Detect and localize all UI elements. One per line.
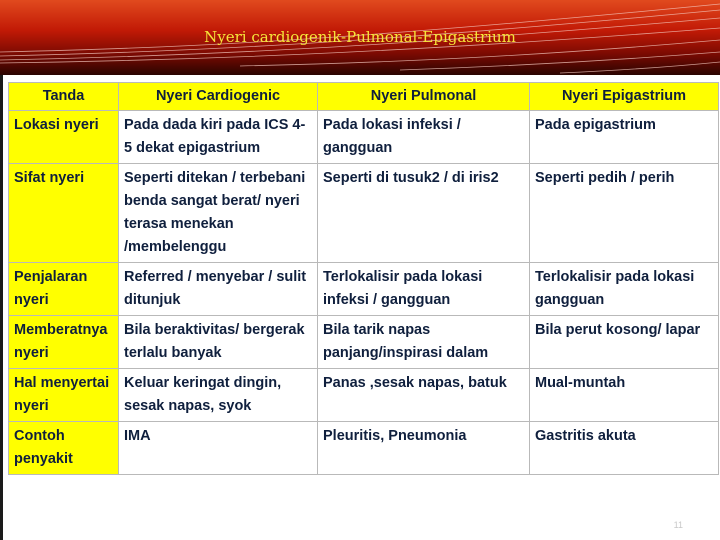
pain-comparison-table <box>8 82 719 475</box>
column-header-epigastrium: Nyeri Epigastrium <box>530 83 719 111</box>
row-label: Contoh penyakit <box>9 422 119 475</box>
column-header-pulmonal: Nyeri Pulmonal <box>318 83 530 111</box>
table-cell: Mual-muntah <box>530 369 719 422</box>
table-row <box>9 111 719 164</box>
table-row <box>9 316 719 369</box>
table-cell: Pada lokasi infeksi / gangguan <box>318 111 530 164</box>
table-cell: Bila perut kosong/ lapar <box>530 316 719 369</box>
column-header-cardiogenic: Nyeri Cardiogenic <box>119 83 318 111</box>
table-cell: IMA <box>119 422 318 475</box>
table-cell: Bila beraktivitas/ bergerak terlalu banyak <box>119 316 318 369</box>
table-cell: Gastritis akuta <box>530 422 719 475</box>
table-row <box>9 422 719 475</box>
table-row <box>9 164 719 263</box>
table-cell: Seperti di tusuk2 / di iris2 <box>318 164 530 263</box>
table-cell: Keluar keringat dingin, sesak napas, syok <box>119 369 318 422</box>
table-cell: Pleuritis, Pneumonia <box>318 422 530 475</box>
slide-header <box>0 0 720 75</box>
table-cell: Panas ,sesak napas, batuk <box>318 369 530 422</box>
table-row <box>9 369 719 422</box>
page-number: 11 <box>673 520 683 530</box>
row-label: Penjalaran nyeri <box>9 263 119 316</box>
row-label: Hal menyertai nyeri <box>9 369 119 422</box>
slide-title: Nyeri cardiogenik-Pulmonal-Epigastrium <box>204 28 516 46</box>
table-cell: Bila tarik napas panjang/inspirasi dalam <box>318 316 530 369</box>
table-cell: Pada epigastrium <box>530 111 719 164</box>
table-cell: Terlokalisir pada lokasi infeksi / gangguan <box>318 263 530 316</box>
table-cell: Referred / menyebar / sulit ditunjuk <box>119 263 318 316</box>
row-label: Sifat nyeri <box>9 164 119 263</box>
table-cell: Seperti pedih / perih <box>530 164 719 263</box>
column-header-tanda: Tanda <box>9 83 119 111</box>
table-row <box>9 263 719 316</box>
table-header-row <box>9 83 719 111</box>
table-cell: Seperti ditekan / terbebani benda sangat berat/ nyeri terasa menekan /membelenggu <box>119 164 318 263</box>
table-cell: Pada dada kiri pada ICS 4-5 dekat epigastrium <box>119 111 318 164</box>
table-cell: Terlokalisir pada lokasi gangguan <box>530 263 719 316</box>
row-label: Lokasi nyeri <box>9 111 119 164</box>
row-label: Memberatnya nyeri <box>9 316 119 369</box>
content-area <box>3 75 720 540</box>
